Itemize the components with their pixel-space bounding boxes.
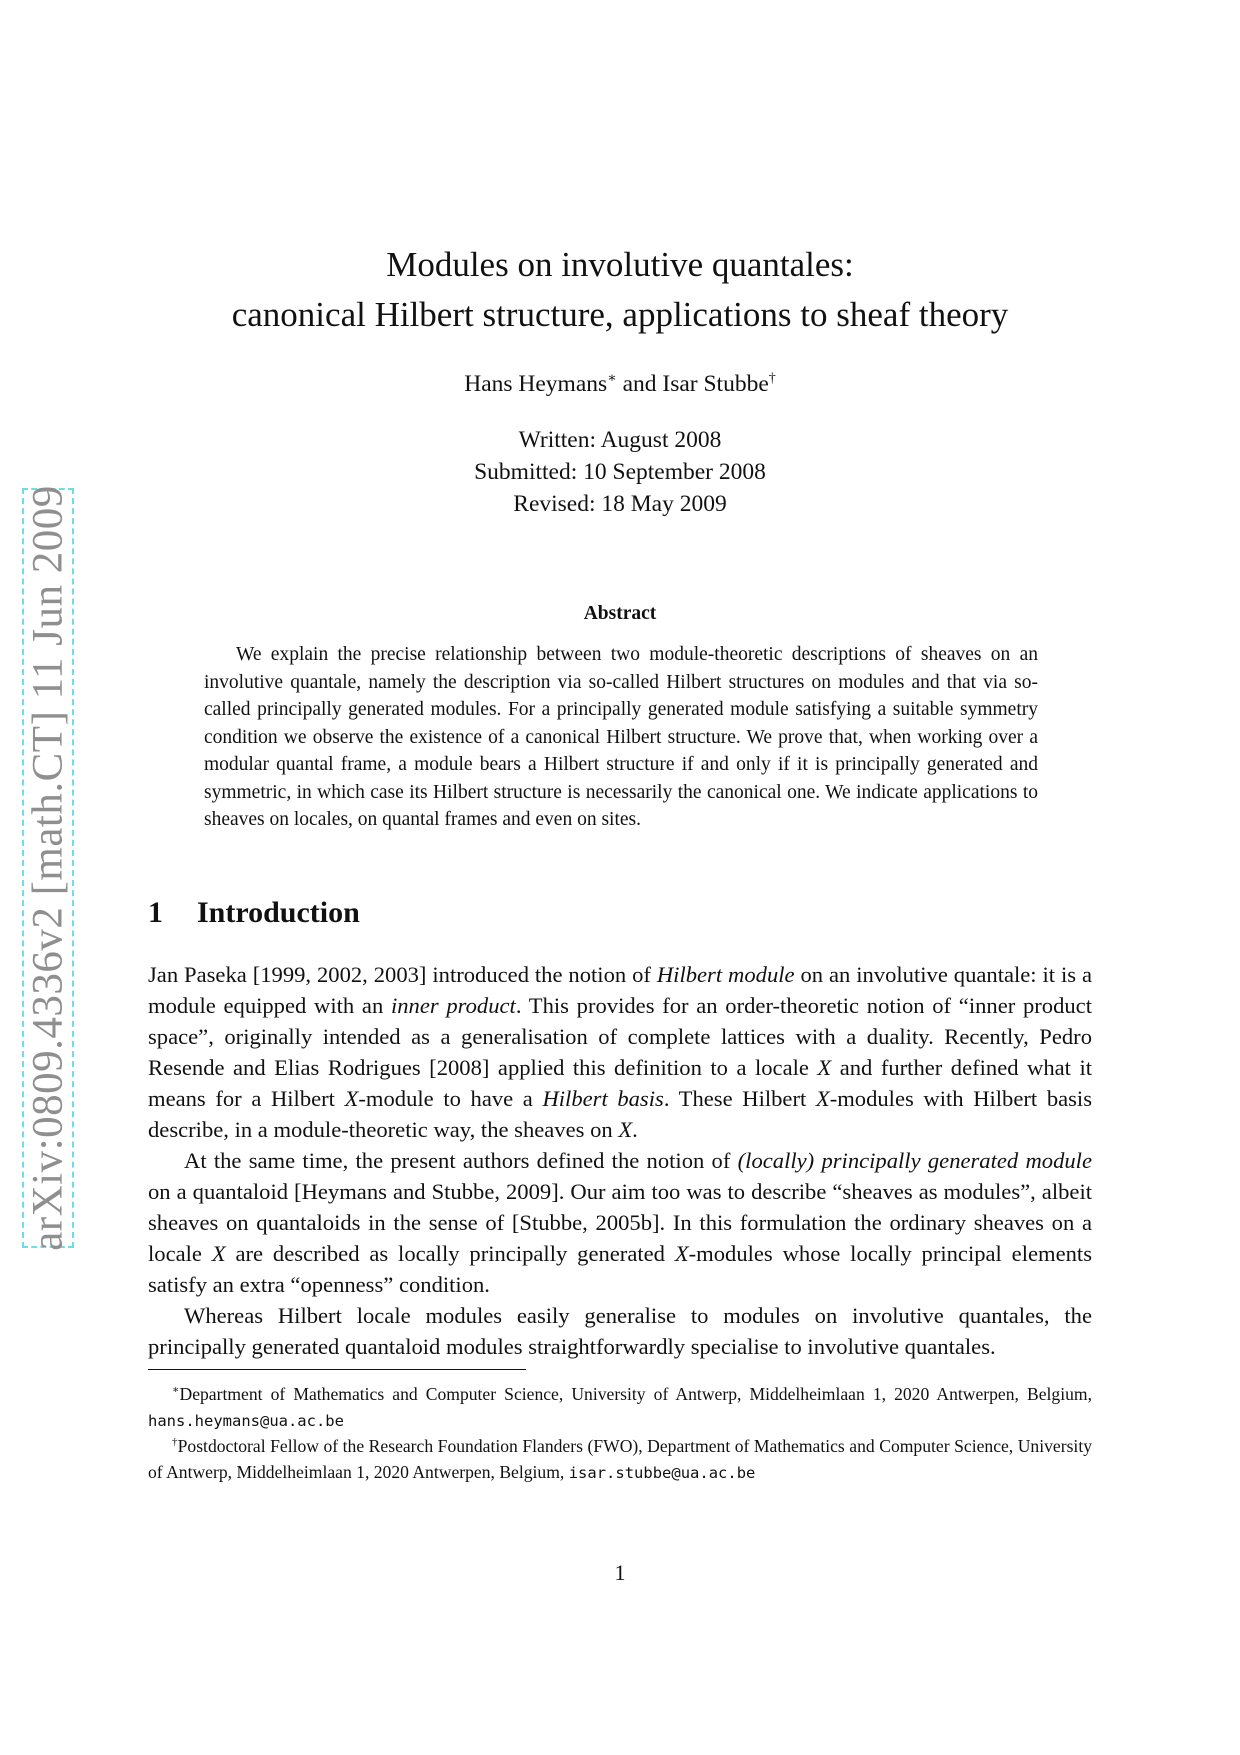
text-run: on a quantaloid [Heymans and Stubbe, 2009]. Our aim too was to describe “sheaves as modules”, albeit sheaves on quantaloids in the sense of [Stubbe, 2005b]. In this formulation the ordinary sheaves on a locale [148,1179,1092,1266]
text-run: Jan Paseka [1999, 2002, 2003] introduced the notion of [148,962,657,987]
email-address: hans.heymans@ua.ac.be [148,1411,344,1430]
title-line-2: canonical Hilbert structure, applications to sheaf theory [231,295,1009,334]
abstract-heading: Abstract [583,603,657,624]
text-run: -modules with Hilbert basis describe, in a module-theoretic way, the sheaves on [148,1086,1093,1142]
emphasis: Hilbert basis [542,1086,664,1111]
text-run: . [632,1117,638,1142]
footnote [148,1382,1092,1434]
text-run: At the same time, the present authors defined the notion of [184,1148,738,1173]
emphasis: Hilbert module [656,962,795,987]
paragraph [148,959,1092,1145]
footnote-mark: † [768,371,776,386]
paragraph [148,1145,1092,1300]
footnote-rule [148,1369,526,1370]
text-run: -modules whose locally principal elements satisfy an extra “openness” condition. [148,1241,1092,1297]
page-number: 1 [614,1560,626,1585]
emphasis: inner product [390,993,516,1018]
arxiv-identifier-stamp [22,485,74,1251]
paper-dates [150,424,1090,520]
footnote-mark: ∗ [172,1384,180,1396]
footnote-mark: † [172,1436,178,1448]
math-symbol: X [618,1117,633,1142]
text-run: . These Hilbert [663,1086,816,1111]
title-line-1: Modules on involutive quantales: [386,245,854,284]
arxiv-identifier: arXiv:0809.4336v2 [math.CT] 11 Jun 2009 [24,485,72,1251]
footnotes [148,1382,1092,1486]
author-name: Hans Heymans [464,371,608,397]
emphasis: (locally) principally generated module [737,1148,1092,1173]
math-symbol: X [211,1241,226,1266]
paper-title [150,240,1090,340]
submitted-date: Submitted: 10 September 2008 [474,459,766,485]
email-address: isar.stubbe@ua.ac.be [568,1463,756,1482]
math-symbol: X [344,1086,359,1111]
math-symbol: X [674,1241,689,1266]
paragraph: Whereas Hilbert locale modules easily generalise to modules on involutive quantales, the principally generated quantaloid modules straightforwardly specialise to involutive quantales. [148,1303,1092,1359]
revised-date: Revised: 18 May 2009 [513,491,727,517]
math-symbol: X [817,1055,832,1080]
footnote-text: Department of Mathematics and Computer Science, University of Antwerp, Middelheimlaan 1, 2020 Antwerpen, Belgium, [179,1384,1092,1404]
section-heading [148,896,360,930]
introduction-body [148,959,1092,1362]
footnote [148,1434,1092,1486]
footnote-mark: ∗ [607,371,617,386]
written-date: Written: August 2008 [518,427,722,453]
author-name: Isar Stubbe [662,371,769,397]
text-run: . This provides for an order-theoretic notion of “inner product space”, originally intended as a generalisation of complete lattices with a duality. Recently, Pedro Resende and Elias Rodrigues [2008] applied this definition to a locale [148,993,1092,1080]
author-separator: and [616,371,663,397]
text-run: -module to have a [358,1086,543,1111]
footnote-text: Postdoctoral Fellow of the Research Foundation Flanders (FWO), Department of Mathematics and Computer Science, University of Antwerp, Middelheimlaan 1, 2020 Antwerpen, Belgium, [148,1436,1092,1482]
section-number: 1 [148,896,163,929]
text-run: and further defined what it means for a Hilbert [148,1055,1092,1111]
author-list [150,368,1090,400]
math-symbol: X [815,1086,830,1111]
abstract-text: We explain the precise relationship between two module-theoretic descriptions of sheaves on an involutive quantale, namely the description via so-called Hilbert structures on modules and that via so-called principally generated modules. For a principally generated module satisfying a suitable symmetry condition we observe the existence of a canonical Hilbert structure. We prove that, when working over a modular quantal frame, a module bears a Hilbert structure if and only if it is principally generated and symmetric, in which case its Hilbert structure is necessarily the canonical one. We indicate applications to sheaves on locales, on quantal frames and even on sites. [204,644,1038,830]
text-run: on an involutive quantale: it is a module equipped with an [148,962,1092,1018]
section-title: Introduction [197,896,360,929]
text-run: are described as locally principally generated [225,1241,675,1266]
